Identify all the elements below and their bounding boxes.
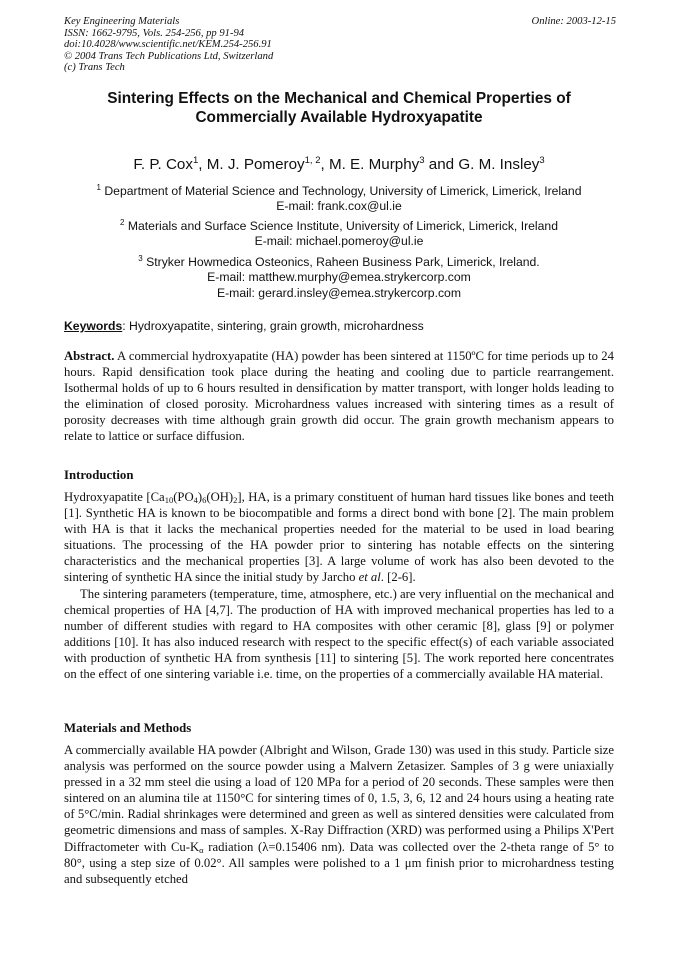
issn-line: ISSN: 1662-9795, Vols. 254-256, pp 91-94: [64, 27, 245, 39]
author-affil-mark: 1, 2: [304, 155, 321, 166]
affiliation-text: Stryker Howmedica Osteonics, Raheen Business Park, Limerick, Ireland.: [142, 255, 540, 269]
keywords-line: [64, 319, 424, 333]
subscript: 4: [193, 495, 198, 505]
journal-header: [64, 16, 274, 74]
author-separator: ,: [198, 156, 207, 173]
materials-methods-section: [64, 742, 614, 887]
subscript: 2: [233, 495, 238, 505]
affiliation-2: [0, 219, 678, 250]
text-run: radiation (λ=0.15406 nm). Data was collected over the 2-theta range of 5° to 80°, using a step size of 0.02°. All samples were polished to a 1 μm finish prior to microhardness testing and subsequently etched: [64, 839, 614, 886]
methods-paragraph: [64, 742, 614, 887]
author-affil-mark: 3: [419, 155, 425, 166]
text-run: A commercially available HA powder (Albright and Wilson, Grade 130) was used in this study. Particle size analysis was performed on the source powder using a Malvern Zetasizer. Samples of 3 g were uniaxially pressed in a 32 mm steel die using a load of 120 MPa for a period of 20 seconds. These samples were then sintered on an alumina tile at 1150°C for sintering times of 0, 1.5, 3, 6, 12 and 24 hours using a heating rate of 5°C/min. Radial shrinkages were determined and green as well as sintered densities were calculated from geometric dimensions and mass of samples. X-Ray Diffraction (XRD) was performed using a Philips X'Pert Diffractometer with Cu-K: [64, 743, 614, 854]
affiliation-email: E-mail: gerard.insley@emea.strykercorp.com: [216, 285, 461, 300]
introduction-section: [64, 489, 614, 682]
introduction-paragraph-2: The sintering parameters (temperature, time, atmosphere, etc.) are very influential on the mechanical and chemical properties of HA [4,7]. The production of HA with improved mechanical properties has led to a number of different studies with regard to HA composites with other ceramic [8], glass [9] or polymer additions [10]. It has also induced research with respect to the specific effect(s) of each variable associated with production of synthetic HA from synthesis [11] to sintering [5]. The work reported here concentrates on the effect of one sintering variable i.e. time, on the properties of a commercially available HA material.: [64, 586, 614, 682]
title-line-2: Commercially Available Hydroxyapatite: [195, 109, 483, 126]
affiliation-email: E-mail: frank.cox@ul.ie: [276, 199, 402, 214]
author-name: M. E. Murphy: [328, 156, 420, 173]
text-run: (OH): [206, 490, 234, 504]
affiliation-email: E-mail: michael.pomeroy@ul.ie: [254, 234, 424, 249]
copyright-line: © 2004 Trans Tech Publications Ltd, Switzerland: [64, 50, 274, 62]
affiliation-email: E-mail: matthew.murphy@emea.strykercorp.com: [207, 270, 471, 285]
text-run: ): [197, 490, 203, 504]
section-heading-materials-methods: Materials and Methods: [64, 721, 192, 735]
author-separator: and: [424, 156, 459, 173]
keywords-colon: :: [122, 319, 126, 333]
affiliation-number: 3: [138, 254, 143, 263]
author-name: F. P. Cox: [133, 156, 193, 173]
introduction-paragraph-1: [64, 489, 614, 586]
affiliation-text: Materials and Surface Science Institute, University of Limerick, Limerick, Ireland: [124, 219, 558, 233]
keywords-label: Keywords: [64, 319, 123, 333]
subscript: 6: [202, 495, 207, 505]
text-run: Hydroxyapatite [Ca: [64, 490, 165, 504]
affiliation-1: [0, 184, 678, 215]
abstract-label: Abstract.: [64, 349, 115, 363]
subscript: α: [199, 844, 204, 855]
et-al-italic: et al: [358, 570, 381, 585]
online-date: Online: 2003-12-15: [531, 16, 616, 27]
author-name: G. M. Insley: [458, 156, 540, 173]
text-run: ], HA, is a primary constituent of human hard tissues like bones and teeth [1]. Synthetic HA is known to be biocompatible and forms a direct bond with bone [2]. The main problem with HA is that it lacks the mechanical properties needed for the material to be used in load bearing situations. The processing of the HA powder prior to sintering has notable effects on the sintering characteristics and the mechanical properties [3]. A large volume of work has also been devoted to the sintering of synthetic HA since the initial study by Jarcho: [64, 490, 614, 585]
subscript: 10: [164, 495, 174, 505]
abstract-text: A commercial hydroxyapatite (HA) powder has been sintered at 1150ºC for time periods up to 24 hours. Rapid densification took place during the heating and cooling due to particle rearrangement. Isothermal holds of up to 6 hours resulted in densification by matter transport, with longer holds leading to the elimination of closed porosity. Microhardness values increased with sintering times as a result of porosity decreases with time although grain growth did occur. The grain growth mechanism appears to relate to lattice or surface diffusion.: [64, 349, 614, 444]
title-line-1: Sintering Effects on the Mechanical and Chemical Properties of: [107, 90, 571, 107]
journal-name: Key Engineering Materials: [64, 16, 180, 27]
affiliation-number: 1: [96, 183, 101, 192]
author-list: [0, 156, 678, 174]
affiliation-3: [0, 255, 678, 301]
text-run: . [2-6].: [380, 570, 416, 585]
doi-line: doi:10.4028/www.scientific.net/KEM.254-256.91: [64, 39, 272, 51]
affiliation-number: 2: [120, 218, 125, 227]
author-affil-mark: 3: [539, 155, 545, 166]
author-separator: ,: [320, 156, 329, 173]
section-heading-introduction: Introduction: [64, 468, 134, 482]
paper-title: [40, 89, 638, 127]
keywords-text: Hydroxyapatite, sintering, grain growth, microhardness: [125, 319, 424, 333]
affiliation-text: Department of Material Science and Technology, University of Limerick, Limerick, Ireland: [100, 184, 582, 198]
author-name: M. J. Pomeroy: [206, 156, 305, 173]
abstract: [64, 348, 614, 445]
text-run: (PO: [173, 490, 194, 504]
truncated-line: (c) Trans Tech: [64, 62, 125, 74]
author-affil-mark: 1: [192, 155, 199, 166]
